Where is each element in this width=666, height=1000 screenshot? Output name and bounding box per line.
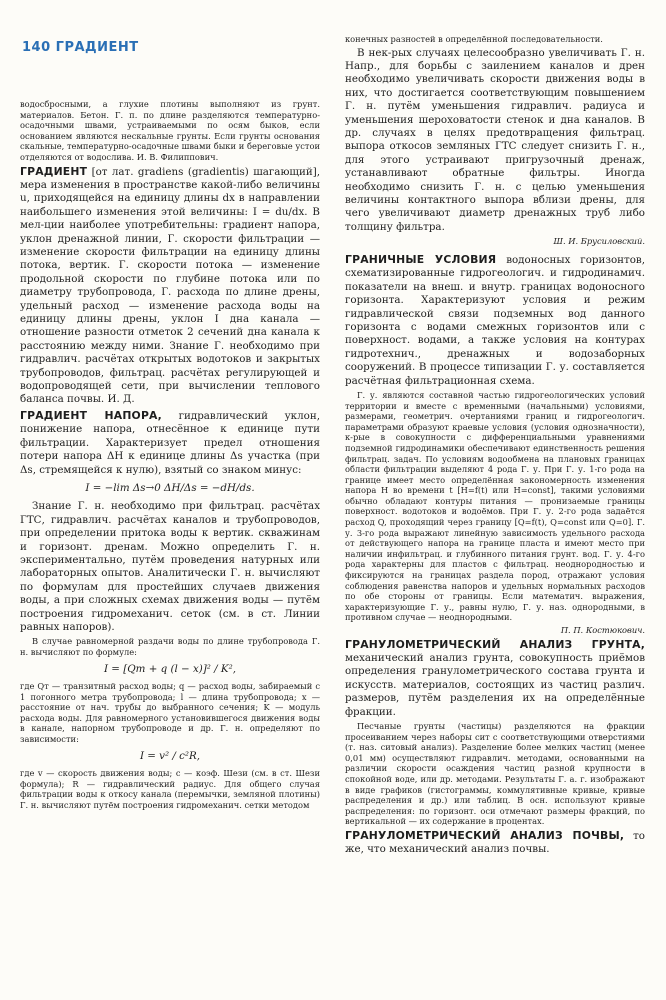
formula: I = −lim Δs→0 ΔH/Δs = −dH/ds. [85,481,255,494]
author-signature: Ш. И. Брусиловский. [553,236,645,247]
paragraph: Песчаные грунты (частицы) разделяются на фракции просеиванием через наборы сит с соответствующими отверстиями (т. наз. ситовый анализ). Разделение более мелких частиц (менее 0,01 мм) осуществляют гидравлич. методами, основанными на различии скорости осаждения частиц разной крупности в спокойной воде, или др. методами. Результаты Г. а. г. изображают в виде графиков (гистограммы, коммулятивные кривые, кривые распределения и др.) или таблиц. В осн. используют кривые распределения: по горизонт. оси отмечают размеры фракций, по вертикальной — их содержание в процентах. [345,721,645,827]
paragraph: где v — скорость движения воды; c — коэф. Шези (см. в ст. Шези формула); R — гидравлический радиус. Для общего случая фильтрации воды к откосу канала (перемычки, земляной плотины) Г. н. вычисляют путём построения гидромеханич. сетки методом [20,767,320,810]
formula: I = v² / c²R, [139,749,201,762]
entry-title: ГРАНУЛОМЕТРИЧЕСКИЙ АНАЛИЗ ПОЧВЫ, [345,828,625,842]
entry-title: ГРАНУЛОМЕТРИЧЕСКИЙ АНАЛИЗ ГРУНТА, [345,637,645,651]
entry-title: ГРАНИЧНЫЕ УСЛОВИЯ [345,252,497,266]
paragraph: В нек-рых случаях целесообразно увеличивать Г. н. Напр., для борьбы с заилением каналов и дрен необходимо увеличивать скорости движения воды в них, что достигается соответствующим повышением Г. н. путём уменьшения гидравлич. радиуса и уменьшения шероховатости стенок и дна каналов. В др. случаях в целях предотвращения фильтрац. выпора откосов земляных ГТС следует снизить Г. н., для этого устраивают пригрузочный дренаж, устанавливают обратные фильтры. Иногда необходимо снизить Г. н. с целью уменьшения величины контактного выпора вблизи дрены, для чего увеличивают диаметр дренажных труб либо толщину фильтра. [345,46,645,233]
paragraph: [от лат. gradiens (gradientis) шагающий], мера изменения в пространстве какой-либо величины u, приходящейся на единицу длины dx в направлении наибольшего изменения этой величины: I = du/dx. В мел-ции наиболее употребительны: градиент напора, уклон дренажной линии, Г. скорости фильтрации — изменение скорости фильтрации на единицу длины потока, вертик. Г. скорости потока — изменение продольной скорости по глубине потока или по диаметру трубопровода, Г. расхода по длине дрены, удельный расход — изменение расхода воды на единицу длины дрены, уклон I дна канала — отношение разности отметок 2 сечений дна канала к расстоянию между ними. Знание Г. необходимо при гидравлич. расчётах открытых водотоков и закрытых трубопроводов, фильтрац. расчётах регулирующей и водопроводящей сети, при вычислении теплового баланса почвы. И. Д. [20,165,321,406]
page-number: 140 [22,40,51,55]
formula: I = [Qт + q (l − x)]² / K², [103,662,237,675]
left-column [20,99,320,812]
paragraph: механический анализ грунта, совокупность приёмов определения гранулометрического состава грунта и искусств. материалов, состоящих из частиц различ. размеров, путём разделения их на определённые фракции. [345,652,645,718]
running-title: ГРАДИЕНТ [55,40,139,55]
page-header [22,40,139,55]
paragraph: то же, что механический анализ почвы. [345,829,646,856]
paragraph: где Qт — транзитный расход воды; q — расход воды, забираемый с 1 погонного метра трубопровода; l — длина трубопровода; x — расстояние от нач. трубы до выбранного сечения; K — модуль расхода воды. Для равномерного установившегося движения воды в канале, напорном трубопроводе и др. Г. н. определяют по зависимости: [20,680,320,744]
entry-title: ГРАДИЕНТ НАПОРА, [20,408,162,422]
paragraph: водоносных горизонтов, схематизированные гидрогеологич. и гидродинамич. показатели на внеш. и внутр. границах водоносного горизонта. Характеризуют условия и режим гидравлической связи подземных вод данного горизонта с водами смежных горизонтов или с поверхност. водами, а также условия на контурах гидротехнич., дренажных и водозаборных сооружений. В процессе типизации Г. у. составляется расчётная фильтрационная схема. [345,253,645,387]
paragraph: конечных разностей в определённой последовательности. [345,34,603,44]
entry-title: ГРАДИЕНТ [20,164,88,178]
right-column [345,34,645,859]
paragraph: Г. у. являются составной частью гидрогеологических условий территории и вместе с временными (начальными) условиями, размерами, геометрич. очертаниями границ и гидрогеологич. параметрами образуют краевые условия (условия однозначности), к-рые в совокупности с дифференциальными уравнениями подземной гидродинамики обеспечивают единственность решения фильтрац. задач. По условиям водообмена на плановых границах области фильтрации выделяют 4 рода Г. у. При Г. у. 1-го рода на границе имеет место определённая закономерность изменения напора H во времени t [H=f(t) или H=const], такими условиями обычно обладают контуры питания — пронизаемые границы поверхност. водотоков и водоёмов. При Г. у. 2-го рода задаётся расход Q, проходящий через границу [Q=f(t), Q=const или Q=0]. Г. у. 3-го рода выражают линейную зависимость удельного расхода от действующего напора на границе пласта и имеют место при наличии инфильтрац. и глубинного питания грунт. вод. Г. у. 4-го рода характерны для пластов с фильтрац. неоднородностью и фиксируются на границах раздела пород, отражают условия соблюдения равенства напоров и удельных нормальных расходов по обе стороны от границы. Если математич. выражения, характеризующие Г. у., равны нулю, Г. у. наз. однородными, в противном случае — неоднородными. [345,389,645,623]
paragraph: водосбросными, а глухие плотины выполняют из грунт. материалов. Бетон. Г. п. по длине разделяются температурно-осадочными швами, устраиваемыми по осям быков, если основанием являются нескальные грунты. Если грунты основания скальные, температурно-осадочные швами быки и береговые устои отделяются от водослива. И. В. Филиппович. [20,99,320,162]
paragraph: В случае равномерной раздачи воды по длине трубопровода Г. н. вычисляют по формуле: [20,636,320,657]
paragraph: Знание Г. н. необходимо при фильтрац. расчётах ГТС, гидравлич. расчётах каналов и трубопроводов, при определении притока воды к вертик. скважинам и горизонт. дренам. Можно определить Г. н. экспериментально, путём проведения натурных или лабораторных опытов. Аналитически Г. н. вычисляют по формулам для простейших случаев движения воды, а при сложных схемах движения воды — путём построения гидромеханич. сеток (см. в ст. Линии равных напоров). [20,500,320,633]
author-signature: П. П. Костюкович. [560,625,645,635]
paragraph: гидравлический уклон, понижение напора, отнесённое к единице пути фильтрации. Характеризует предел отношения потери напора ΔH к единице длины Δs участка (при Δs, стремящейся к нулю), взятый со знаком минус: [20,409,320,476]
